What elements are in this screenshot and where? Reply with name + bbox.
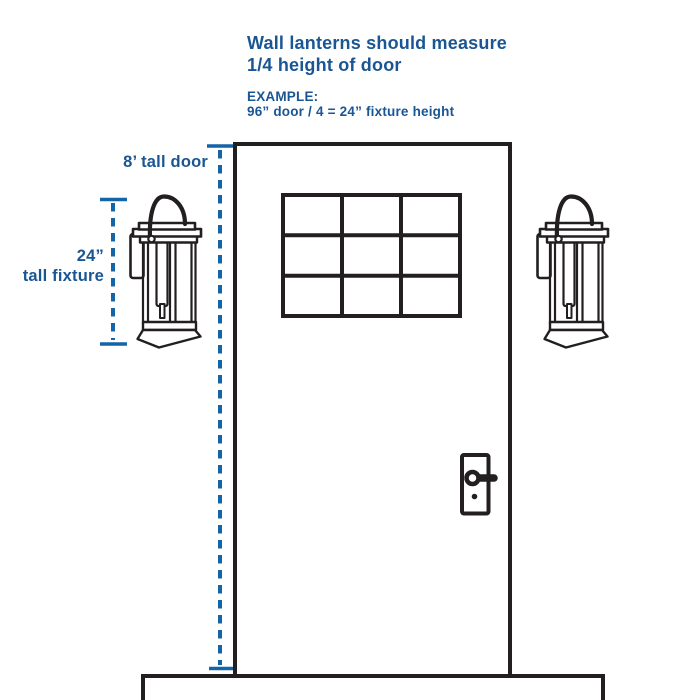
fixture-height-label — [23, 247, 104, 286]
wall-lantern-right-icon — [538, 197, 609, 348]
title-line-1: Wall lanterns should measure — [247, 33, 507, 53]
fixture-height-value: 24” — [76, 247, 104, 265]
nine-pane-window-icon — [283, 195, 460, 316]
example-heading: EXAMPLE: — [247, 89, 319, 104]
door-handle-icon — [462, 455, 494, 514]
door-height-dashed-line — [207, 146, 233, 669]
door-step-icon — [143, 676, 603, 700]
example-block — [247, 90, 454, 119]
door-height-label: 8’ tall door — [123, 153, 208, 171]
diagram-title — [247, 33, 507, 76]
example-formula: 96” door / 4 = 24” fixture height — [247, 103, 455, 119]
title-line-2: 1/4 height of door — [247, 54, 402, 75]
wall-lantern-left-icon — [131, 197, 202, 348]
fixture-height-dashed-line — [100, 200, 127, 345]
fixture-height-text: tall fixture — [22, 266, 104, 285]
